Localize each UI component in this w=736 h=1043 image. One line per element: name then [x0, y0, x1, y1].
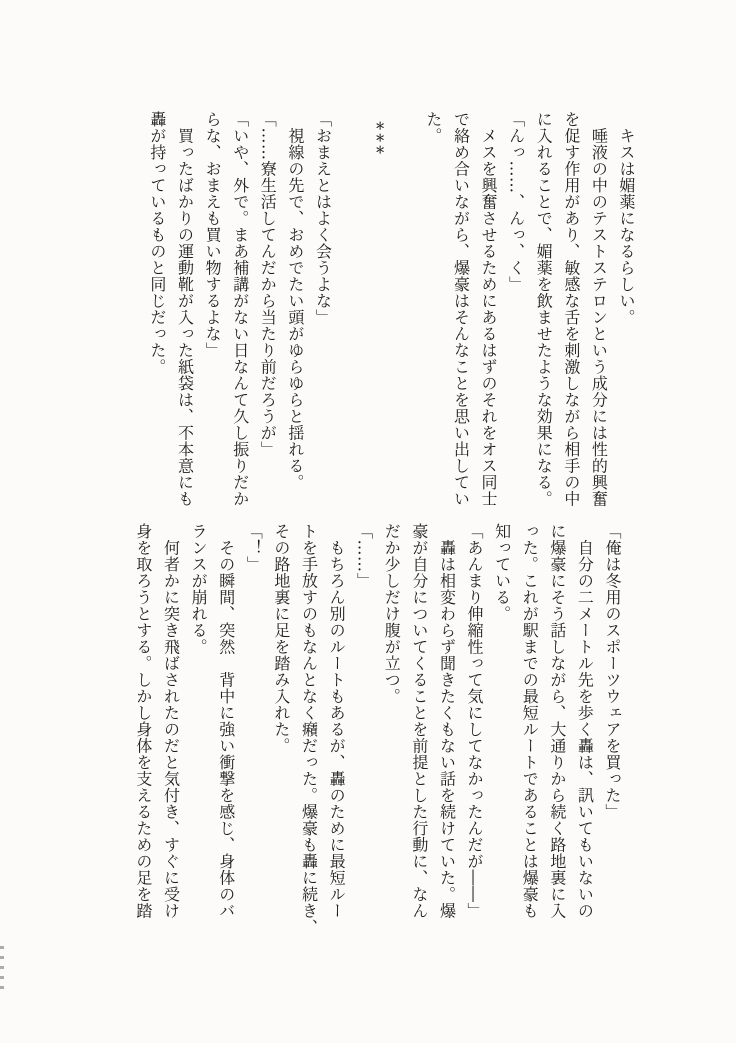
text-line: ランスが崩れる。: [189, 523, 209, 655]
text-line: った。これが駅までの最短ルートであることは爆豪も: [520, 523, 540, 919]
text-line: キスは媚薬になるらしい。: [617, 111, 636, 326]
text-line: 轟は相変わらず聞きたくもない話を続けていた。爆: [437, 523, 457, 919]
blank-line: [392, 111, 420, 497]
text-line: 轟が持っているものと同じだった。: [147, 111, 167, 375]
text-line: 「いや、外で。まあ補講がない日なんて久し振りだか: [230, 111, 250, 507]
text-line: 豪が自分についてくることを前提とした行動に、なん: [409, 523, 429, 919]
text-line: 唾液の中のテストステロンという成分には性的興奮: [589, 111, 609, 507]
text-line: だか少しだけ腹が立つ。: [382, 523, 402, 705]
text-line: 「……寮生活してんだから当たり前だろうが」: [258, 111, 278, 458]
text-line: もちろん別のルートもあるが、轟のために最短ルー: [327, 523, 347, 919]
section-separator: ＊＊＊: [372, 121, 384, 157]
page-number-fragment: [0, 946, 4, 990]
text-line: に爆豪にそう話しながら、大通りから続く路地裏に入: [547, 523, 567, 919]
text-line: トを手放すのもなんとなく癪だった。爆豪も轟に続き、: [299, 523, 319, 936]
text-line: 「おまえとはよく会うよな」: [313, 111, 333, 326]
text-line: 「俺は冬用のスポーツウェアを買った」: [603, 523, 622, 820]
text-line: 自分の二メートル先を歩く轟は、訊いてもいないの: [575, 523, 595, 919]
text-line: メスを興奮させるためにあるはずのそれをオス同士: [479, 111, 499, 507]
text-line: 「んっ……、んっ、く」: [506, 111, 526, 293]
text-line: らな、おまえも買い物するよな」: [203, 111, 223, 359]
text-line: 買ったばかりの運動靴が入った紙袋は、不本意にも: [175, 111, 195, 507]
text-line: 「……」: [354, 523, 374, 589]
text-line: その路地裏に足を踏み入れた。: [271, 523, 291, 754]
text-line: 身を取ろうとする。しかし身体を支えるための足を踏: [133, 523, 153, 919]
text-line: に入れることで、媚薬を飲ませたような効果になる。: [534, 111, 554, 507]
text-line: その瞬間、突然 背中に強い衝撃を感じ、身体のバ: [216, 523, 236, 919]
text-line: を促す作用があり、敏感な舌を刺激しながら相手の中: [561, 111, 581, 507]
blank-line: [336, 111, 364, 497]
text-block-top: [143, 111, 640, 507]
text-line: 「あんまり伸縮性って気にしてなかったんだが――」: [465, 523, 485, 919]
text-block-bottom: [129, 523, 626, 935]
text-line: 「！」: [244, 523, 264, 573]
text-line: 何者かに突き飛ばされたのだと気付き、すぐに受け: [161, 523, 181, 919]
text-line: で絡め合いながら、爆豪はそんなことを思い出してい: [451, 111, 471, 507]
text-line: 知っている。: [492, 523, 512, 622]
text-line: 視線の先で、おめでたい頭がゆらゆらと揺れる。: [285, 111, 305, 491]
text-line: た。: [423, 111, 443, 144]
